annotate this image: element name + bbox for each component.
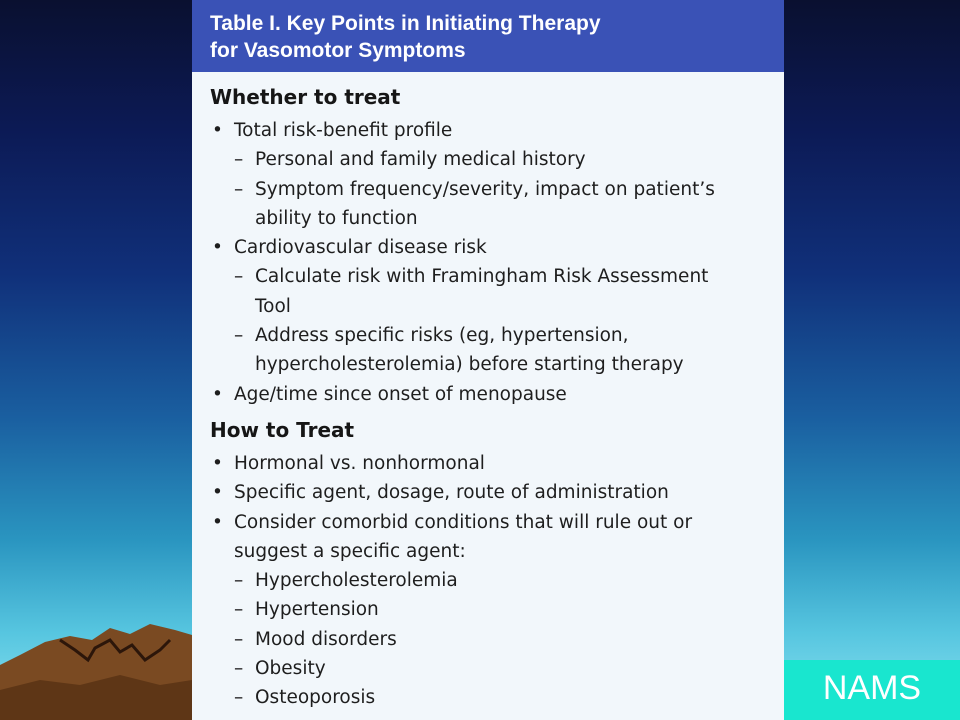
table-body xyxy=(192,72,784,713)
dash-marker: – xyxy=(234,266,244,288)
list-item-text: Calculate risk with Framingham Risk Assessment xyxy=(255,266,709,288)
list-item-text: Cardiovascular disease risk xyxy=(234,237,487,259)
bullet-marker: • xyxy=(212,452,223,474)
dash-marker: – xyxy=(234,628,244,650)
list-item-text: Tool xyxy=(255,295,291,317)
bullet-item-continuation xyxy=(210,537,784,566)
table-title xyxy=(192,0,784,72)
list-item-text: Specific agent, dosage, route of administration xyxy=(234,482,669,504)
list-item-text: Hypercholesterolemia xyxy=(255,570,458,592)
section-list xyxy=(210,116,784,409)
list-item-text: Obesity xyxy=(255,658,326,680)
dash-marker: – xyxy=(234,325,244,347)
nams-badge: NAMS xyxy=(784,660,960,720)
list-item-text: Osteoporosis xyxy=(255,687,376,709)
list-item-text: suggest a specific agent: xyxy=(234,540,466,562)
list-item-text: Mood disorders xyxy=(255,628,397,650)
sub-item-continuation xyxy=(210,350,784,379)
bullet-marker: • xyxy=(212,511,223,533)
sub-item xyxy=(210,566,784,595)
list-item-text: Personal and family medical history xyxy=(255,149,586,171)
list-item-text: Symptom frequency/severity, impact on patient’s xyxy=(255,178,715,200)
dash-marker: – xyxy=(234,178,244,200)
sub-item xyxy=(210,175,784,204)
dash-marker: – xyxy=(234,687,244,709)
sub-item xyxy=(210,145,784,174)
bullet-marker: • xyxy=(212,237,223,259)
sub-item xyxy=(210,683,784,712)
table-panel xyxy=(192,0,784,720)
bullet-marker: • xyxy=(212,120,223,141)
bullet-marker: • xyxy=(212,383,223,405)
sub-item xyxy=(210,625,784,654)
sub-item-continuation xyxy=(210,292,784,321)
bullet-item xyxy=(210,478,784,507)
section-heading: Whether to treat xyxy=(210,85,401,109)
list-item-text: hypercholesterolemia) before starting therapy xyxy=(255,354,684,376)
dash-marker: – xyxy=(234,149,244,171)
section-list xyxy=(210,449,784,713)
sub-item xyxy=(210,262,784,291)
dash-marker: – xyxy=(234,658,244,680)
dash-marker: – xyxy=(234,570,244,592)
dash-marker: – xyxy=(234,599,244,621)
list-item-text: Total risk-benefit profile xyxy=(234,120,453,141)
list-item-text: Hormonal vs. nonhormonal xyxy=(234,452,485,474)
table-title-line-2: for Vasomotor Symptoms xyxy=(210,39,466,62)
sub-item-continuation xyxy=(210,204,784,233)
bullet-item xyxy=(210,449,784,478)
table-title-line-1: Table I. Key Points in Initiating Therapy xyxy=(210,12,601,35)
section-heading: How to Treat xyxy=(210,417,355,442)
bullet-item xyxy=(210,508,784,537)
bullet-item xyxy=(210,116,784,145)
sub-item xyxy=(210,654,784,683)
list-item-text: ability to function xyxy=(255,207,418,229)
list-item-text: Age/time since onset of menopause xyxy=(234,383,567,405)
bullet-item xyxy=(210,233,784,262)
bullet-item xyxy=(210,380,784,409)
sub-item xyxy=(210,595,784,624)
list-item-text: Consider comorbid conditions that will rule out or xyxy=(234,511,693,533)
sub-item xyxy=(210,321,784,350)
list-item-text: Address specific risks (eg, hypertension, xyxy=(255,325,629,347)
bullet-marker: • xyxy=(212,482,223,504)
list-item-text: Hypertension xyxy=(255,599,379,621)
